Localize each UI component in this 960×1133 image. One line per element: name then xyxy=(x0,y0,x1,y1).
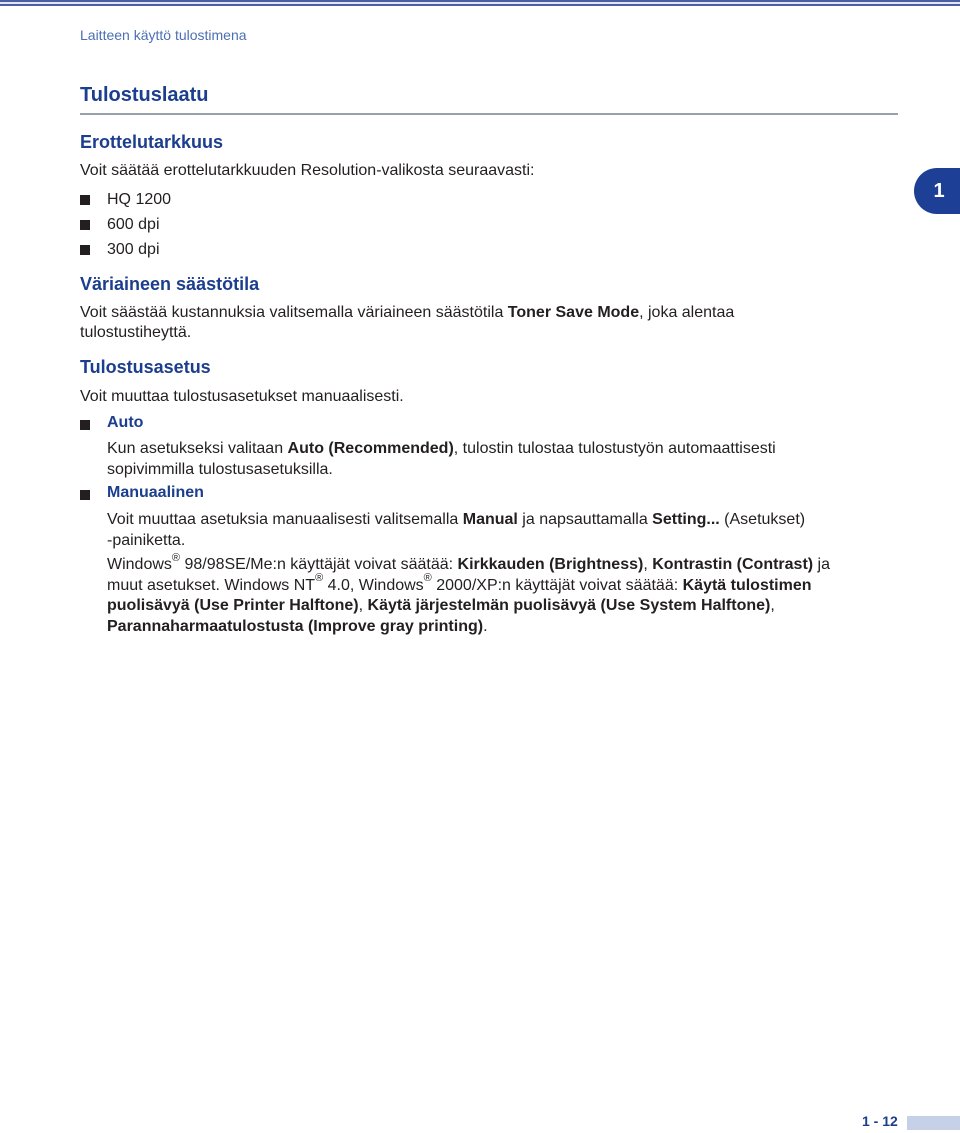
system-halftone-option: Käytä järjestelmän puolisävyä (Use System Halftone) xyxy=(367,597,771,614)
manual-text: -painiketta. xyxy=(107,531,186,549)
auto-text-after: , tulostin tulostaa tulostustyön automaattisesti xyxy=(453,440,776,457)
page-number: 1 - 12 xyxy=(862,1113,898,1129)
resolution-option: 300 dpi xyxy=(107,241,160,258)
top-rule-highlight xyxy=(0,2,960,4)
bullet-icon xyxy=(80,220,90,230)
windows-text: Windows xyxy=(107,556,172,573)
section-divider xyxy=(80,113,898,115)
manual-text: ja napsauttamalla xyxy=(517,511,653,528)
chapter-number: 1 xyxy=(933,179,945,202)
print-setting-intro: Voit muuttaa tulostusasetukset manuaalisesti. xyxy=(80,388,404,405)
resolution-option: HQ 1200 xyxy=(107,191,172,208)
print-setting-heading: Tulostusasetus xyxy=(80,357,211,377)
chapter-tab xyxy=(914,168,960,214)
toner-save-text-before: Voit säästää kustannuksia valitsemalla väriaineen säästötila xyxy=(80,304,508,321)
registered-mark: ® xyxy=(171,551,181,564)
bullet-icon xyxy=(80,245,90,255)
resolution-option: 600 dpi xyxy=(107,216,160,233)
windows-text: muut asetukset. Windows NT xyxy=(107,576,316,594)
running-header: Laitteen käyttö tulostimena xyxy=(80,27,247,43)
printer-halftone-option: puolisävyä (Use Printer Halftone) xyxy=(107,597,359,614)
manual-label: Manuaalinen xyxy=(107,484,204,501)
registered-mark: ® xyxy=(315,572,324,585)
windows-text: , xyxy=(770,597,775,614)
toner-save-text-after: , joka alentaa xyxy=(639,304,735,321)
bullet-icon xyxy=(80,420,90,430)
windows-text: 2000/XP:n käyttäjät voivat säätää: xyxy=(431,576,683,594)
top-rule xyxy=(0,0,960,6)
toner-save-text xyxy=(80,303,890,343)
windows-text: ja xyxy=(813,556,831,573)
toner-save-heading: Väriaineen säästötila xyxy=(80,274,260,294)
windows-text: , xyxy=(643,556,653,573)
resolution-intro: Voit säätää erottelutarkkuuden Resolution-valikosta seuraavasti: xyxy=(80,162,535,179)
toner-save-text-line2: tulostustiheyttä. xyxy=(80,324,192,341)
auto-description xyxy=(107,439,897,480)
contrast-option: Kontrastin (Contrast) xyxy=(652,556,814,573)
windows-text: . xyxy=(483,617,488,635)
manual-text: (Asetukset) xyxy=(719,511,806,528)
bullet-icon xyxy=(80,490,90,500)
windows-text: 98/98SE/Me:n käyttäjät voivat säätää: xyxy=(180,556,458,573)
bullet-icon xyxy=(80,195,90,205)
footer-bar xyxy=(907,1116,960,1130)
improve-gray-option: Parannaharmaatulostusta (Improve gray printing) xyxy=(107,617,484,635)
manual-description xyxy=(107,510,897,551)
windows-text: 4.0, Windows xyxy=(323,576,424,594)
section-title: Tulostuslaatu xyxy=(80,84,209,106)
brightness-option: Kirkkauden (Brightness) xyxy=(457,556,644,573)
auto-recommended: Auto (Recommended) xyxy=(287,440,454,457)
windows-text: , xyxy=(358,597,368,614)
windows-options-text xyxy=(107,551,897,637)
manual-text: Voit muuttaa asetuksia manuaalisesti valitsemalla xyxy=(107,511,463,528)
auto-text-before: Kun asetukseksi valitaan xyxy=(107,440,288,457)
setting-button-name: Setting... xyxy=(652,511,720,528)
toner-save-mode-name: Toner Save Mode xyxy=(507,304,640,321)
auto-label: Auto xyxy=(107,414,144,431)
manual-option: Manual xyxy=(462,511,518,528)
printer-halftone-option: Käytä tulostimen xyxy=(682,576,812,594)
resolution-heading: Erottelutarkkuus xyxy=(80,132,224,152)
registered-mark: ® xyxy=(423,572,432,585)
auto-text-line2: sopivimmilla tulostusasetuksilla. xyxy=(107,460,333,478)
